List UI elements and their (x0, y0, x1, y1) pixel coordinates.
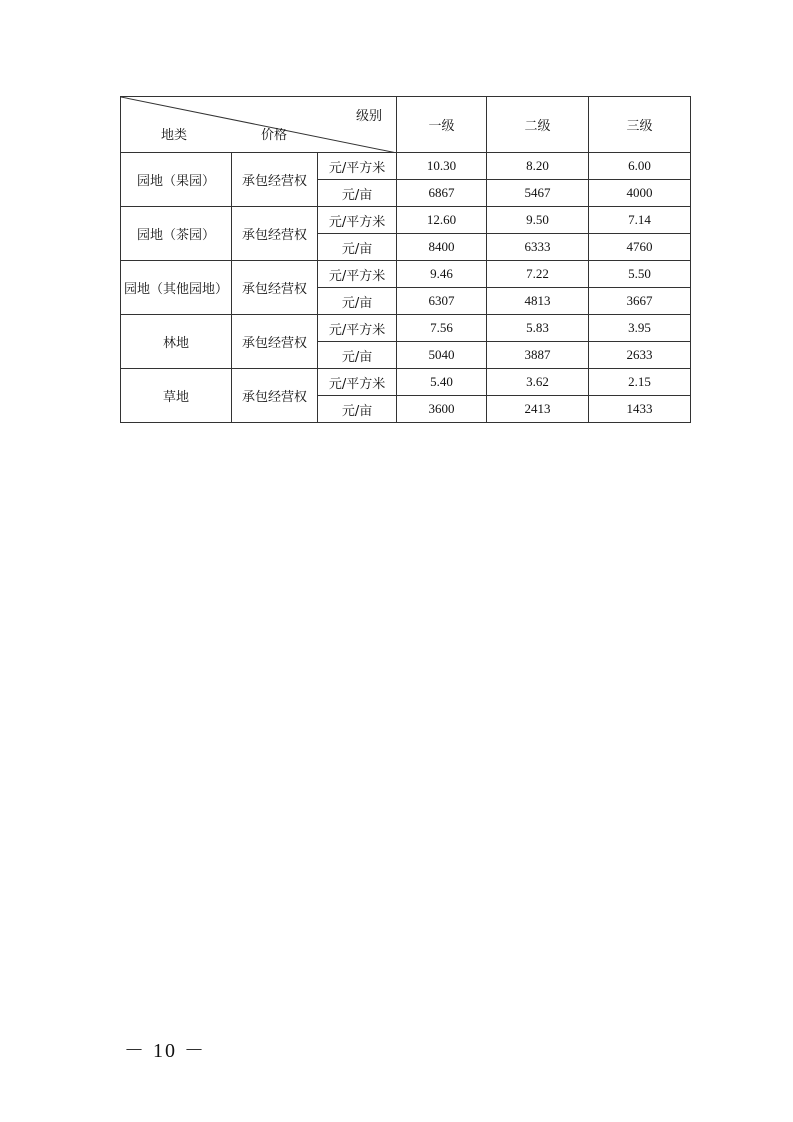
table-row (121, 261, 691, 288)
unit-cell: 元/亩 (318, 288, 397, 315)
price-value: 3887 (487, 342, 589, 369)
price-value: 3600 (397, 396, 487, 423)
price-value: 2633 (589, 342, 691, 369)
unit-cell: 元/亩 (318, 234, 397, 261)
price-value: 2413 (487, 396, 589, 423)
price-value: 5040 (397, 342, 487, 369)
price-value: 8400 (397, 234, 487, 261)
land-category-cell: 林地 (121, 315, 232, 369)
price-value: 5467 (487, 180, 589, 207)
right-type-cell: 承包经营权 (232, 261, 318, 315)
price-value: 1433 (589, 396, 691, 423)
right-type-cell: 承包经营权 (232, 369, 318, 423)
unit-cell: 元/平方米 (318, 207, 397, 234)
price-value: 6307 (397, 288, 487, 315)
price-value: 3.95 (589, 315, 691, 342)
page-number: － 10 － (124, 1040, 206, 1062)
price-value: 9.46 (397, 261, 487, 288)
grade-1-header: 一级 (397, 97, 487, 153)
right-type-cell: 承包经营权 (232, 315, 318, 369)
price-value: 3667 (589, 288, 691, 315)
price-value: 7.14 (589, 207, 691, 234)
unit-cell: 元/平方米 (318, 153, 397, 180)
table-header-row (121, 97, 691, 153)
price-value: 7.56 (397, 315, 487, 342)
price-value: 6333 (487, 234, 589, 261)
price-value: 9.50 (487, 207, 589, 234)
land-category-cell: 草地 (121, 369, 232, 423)
price-value: 10.30 (397, 153, 487, 180)
price-value: 3.62 (487, 369, 589, 396)
price-header-label: 价格 (261, 128, 288, 143)
price-value: 12.60 (397, 207, 487, 234)
price-value: 4760 (589, 234, 691, 261)
grade-3-header: 三级 (589, 97, 691, 153)
right-type-cell: 承包经营权 (232, 153, 318, 207)
category-header-label: 地类 (161, 128, 188, 143)
land-price-table (120, 96, 691, 423)
land-category-cell: 园地（茶园） (121, 207, 232, 261)
price-value: 7.22 (487, 261, 589, 288)
right-type-cell: 承包经营权 (232, 207, 318, 261)
grade-2-header: 二级 (487, 97, 589, 153)
diagonal-header-cell (121, 97, 397, 153)
unit-cell: 元/平方米 (318, 315, 397, 342)
price-value: 2.15 (589, 369, 691, 396)
table-row (121, 369, 691, 396)
table-row (121, 315, 691, 342)
price-value: 4813 (487, 288, 589, 315)
grade-header-label: 级别 (356, 109, 383, 124)
unit-cell: 元/平方米 (318, 261, 397, 288)
price-value: 5.83 (487, 315, 589, 342)
table-row (121, 207, 691, 234)
price-value: 5.50 (589, 261, 691, 288)
price-value: 6.00 (589, 153, 691, 180)
land-category-cell: 园地（其他园地） (121, 261, 232, 315)
unit-cell: 元/亩 (318, 396, 397, 423)
price-value: 5.40 (397, 369, 487, 396)
unit-cell: 元/亩 (318, 342, 397, 369)
table-row (121, 153, 691, 180)
price-value: 8.20 (487, 153, 589, 180)
unit-cell: 元/平方米 (318, 369, 397, 396)
unit-cell: 元/亩 (318, 180, 397, 207)
price-value: 4000 (589, 180, 691, 207)
land-category-cell: 园地（果园） (121, 153, 232, 207)
price-value: 6867 (397, 180, 487, 207)
